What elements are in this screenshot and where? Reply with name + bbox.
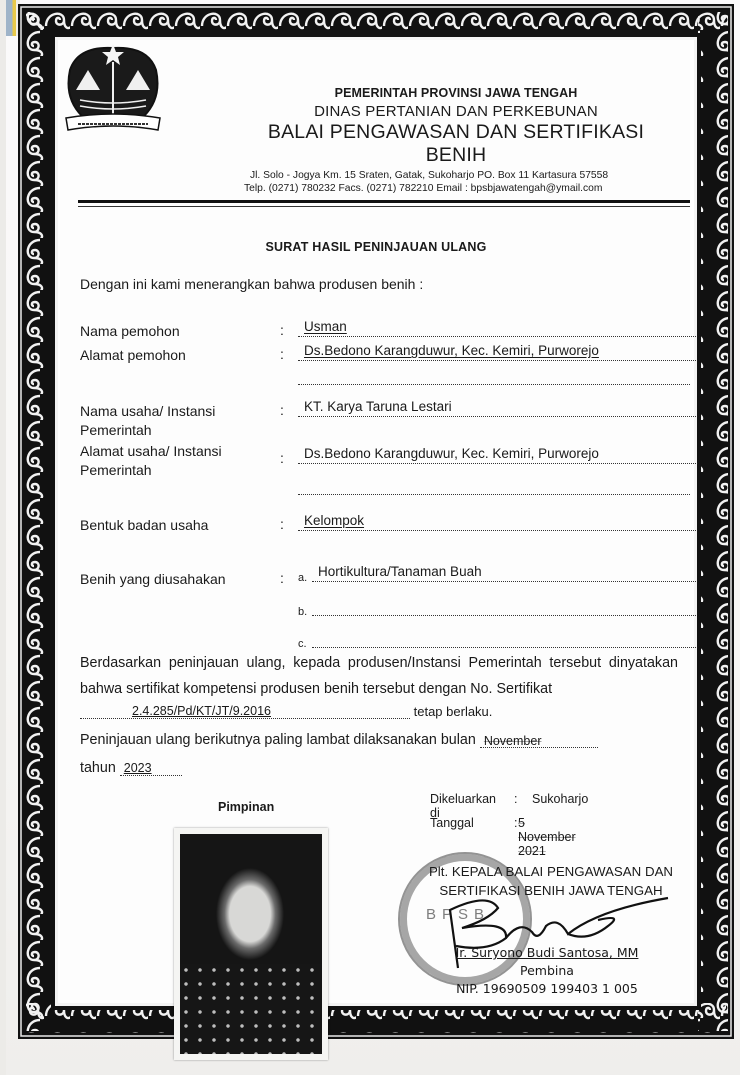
official-title-line1: Plt. KEPALA BALAI PENGAWASAN DAN — [428, 864, 674, 879]
stamp-text: BPSB — [426, 906, 491, 923]
next-review-month: November — [483, 734, 542, 748]
next-review-month-field — [480, 733, 598, 748]
document-page — [6, 0, 740, 1075]
ornamental-border — [18, 4, 734, 1039]
central-java-coat-of-arms-icon — [58, 40, 168, 140]
next-review-year: 2023 — [123, 761, 152, 775]
field-colon: : — [280, 570, 284, 586]
signer-rank: Pembina — [520, 963, 574, 978]
field-label: Benih yang diusahakan — [80, 571, 226, 587]
next-review-line — [80, 732, 678, 748]
letterhead-rule-thin — [78, 206, 690, 207]
letterhead-agency: BALAI PENGAWASAN DAN SERTIFIKASI BENIH — [267, 121, 645, 166]
next-review-year-field — [120, 761, 182, 776]
signer-nip: NIP. 19690509 199403 1 005 — [456, 981, 638, 996]
year-label: tahun — [80, 760, 116, 776]
field-value: Hortikultura/Tanaman Buah — [312, 564, 696, 582]
field-value — [312, 598, 696, 616]
field-label: Alamat usaha/ Instansi Pemerintah — [80, 443, 222, 478]
field-label: Bentuk badan usaha — [80, 517, 209, 533]
date-colon: : — [514, 816, 518, 830]
field-value — [312, 630, 696, 648]
letterhead-address: Jl. Solo - Jogya Km. 15 Sraten, Gatak, Sukoharjo PO. Box 11 Kartasura 57558 — [250, 170, 609, 181]
signer-name: Ir. Suryono Budi Santosa, MM — [455, 945, 639, 960]
document-body — [58, 40, 694, 1003]
signer-block — [428, 944, 666, 998]
field-extra-line — [298, 384, 690, 385]
field-value: KT. Karya Taruna Lestari — [298, 399, 696, 417]
seed-letter: b. — [298, 606, 308, 618]
issued-at-label: Dikeluarkan di — [430, 792, 497, 820]
field-label: Nama usaha/ Instansi Pemerintah — [80, 403, 216, 438]
leader-photo — [174, 828, 328, 1060]
issued-at-colon: : — [514, 792, 518, 806]
seed-letter: c. — [298, 638, 307, 650]
field-value: Ds.Bedono Karangduwur, Kec. Kemiri, Purworejo — [298, 446, 696, 464]
certificate-number-field — [80, 704, 410, 719]
certificate-line — [80, 704, 492, 719]
field-value: Usman — [298, 319, 696, 337]
field-value: Ds.Bedono Karangduwur, Kec. Kemiri, Purworejo — [298, 343, 696, 361]
field-colon: : — [280, 402, 284, 418]
leader-label: Pimpinan — [218, 800, 275, 814]
field-colon: : — [280, 346, 284, 362]
date-value: 5 November 2021 — [518, 816, 576, 858]
seed-letter: a. — [298, 572, 308, 584]
document-title: SURAT HASIL PENINJAUAN ULANG — [265, 240, 487, 254]
field-value: Kelompok — [298, 513, 696, 531]
certificate-number: 2.4.285/Pd/KT/JT/9.2016 — [132, 704, 271, 718]
intro-text: Dengan ini kami menerangkan bahwa produsen benih : — [80, 276, 424, 292]
field-colon: : — [280, 450, 284, 466]
issued-at-value: Sukoharjo — [532, 792, 589, 806]
still-valid-text: tetap berlaku. — [413, 704, 493, 719]
letterhead-rule — [78, 200, 690, 203]
photo-batik-shirt — [180, 964, 322, 1054]
field-extra-line — [298, 494, 690, 495]
review-statement: Berdasarkan peninjauan ulang, kepada produsen/Instansi Pemerintah tersebut dinyatakan bahwa sertifikat kompetensi produsen benih tersebut dengan No. Sertifikat — [80, 655, 678, 697]
field-label: Alamat pemohon — [80, 347, 186, 363]
official-title-line2: SERTIFIKASI BENIH JAWA TENGAH — [439, 883, 663, 898]
next-review-text: Peninjauan ulang berikutnya paling lambat dilaksanakan bulan — [80, 732, 476, 748]
field-colon: : — [280, 516, 284, 532]
field-colon: : — [280, 322, 284, 338]
letterhead — [236, 86, 676, 194]
letterhead-government: PEMERINTAH PROVINSI JAWA TENGAH — [334, 86, 578, 100]
letterhead-contact: Telp. (0271) 780232 Facs. (0271) 782210 Email : bpsbjawatengah@ymail.com — [244, 183, 603, 194]
next-review-year-line — [80, 760, 182, 776]
letterhead-department: DINAS PERTANIAN DAN PERKEBUNAN — [314, 103, 598, 120]
date-label: Tanggal — [430, 816, 474, 830]
field-label: Nama pemohon — [80, 323, 180, 339]
